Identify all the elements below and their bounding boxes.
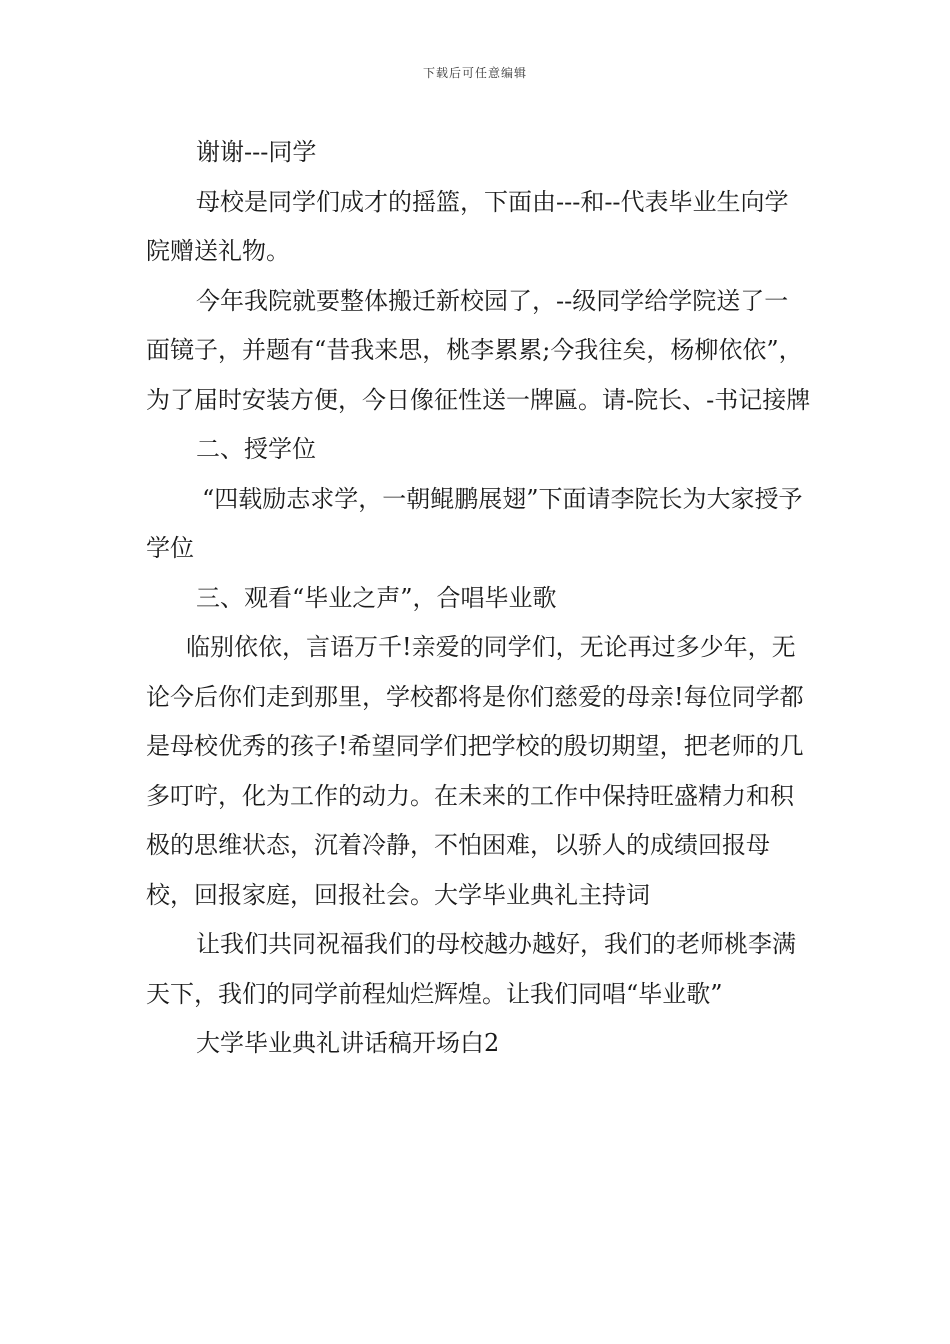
- paragraph-blessing: 让我们共同祝福我们的母校越办越好，我们的老师桃李满天下，我们的同学前程灿烂辉煌。让我们同唱“毕业歌”: [146, 930, 796, 1008]
- paragraph-thanks: 谢谢---同学: [196, 138, 317, 166]
- section-heading-song: 三、观看“毕业之声”，合唱毕业歌: [196, 583, 557, 612]
- section-heading-degree: 二、授学位: [196, 435, 316, 463]
- paragraph-degree: “四载励志求学，一朝鲲鹏展翅”下面请李院长为大家授予学位: [146, 484, 803, 562]
- paragraph-farewell: 临别依依，言语万千!亲爱的同学们，无论再过多少年，无论今后你们走到那里，学校都将是你们慈爱的母亲!每位同学都是母校优秀的孩子!希望同学们把学校的殷切期望，把老师的几多叮咛，化为工作的动力。在未来的工作中保持旺盛精力和积极的思维状态，沉着冷静，不怕困难，以骄人的成绩回报母校，回报家庭，回报社会。大学毕业典礼主持词: [146, 633, 804, 909]
- paragraph-next-title: 大学毕业典礼讲话稿开场白2: [196, 1029, 500, 1057]
- paragraph-gift-intro: 母校是同学们成才的摇篮，下面由---和--代表毕业生向学院赠送礼物。: [146, 187, 789, 265]
- document-body: [146, 128, 812, 1069]
- page-header-note: 下载后可任意编辑: [422, 66, 527, 80]
- paragraph-mirror-gift: 今年我院就要整体搬迁新校园了，--级同学给学院送了一面镜子，并题有“昔我来思，桃李累累;今我往矣，杨柳依依”，为了届时安装方便，今日像征性送一牌匾。请-院长、-书记接牌: [146, 286, 811, 414]
